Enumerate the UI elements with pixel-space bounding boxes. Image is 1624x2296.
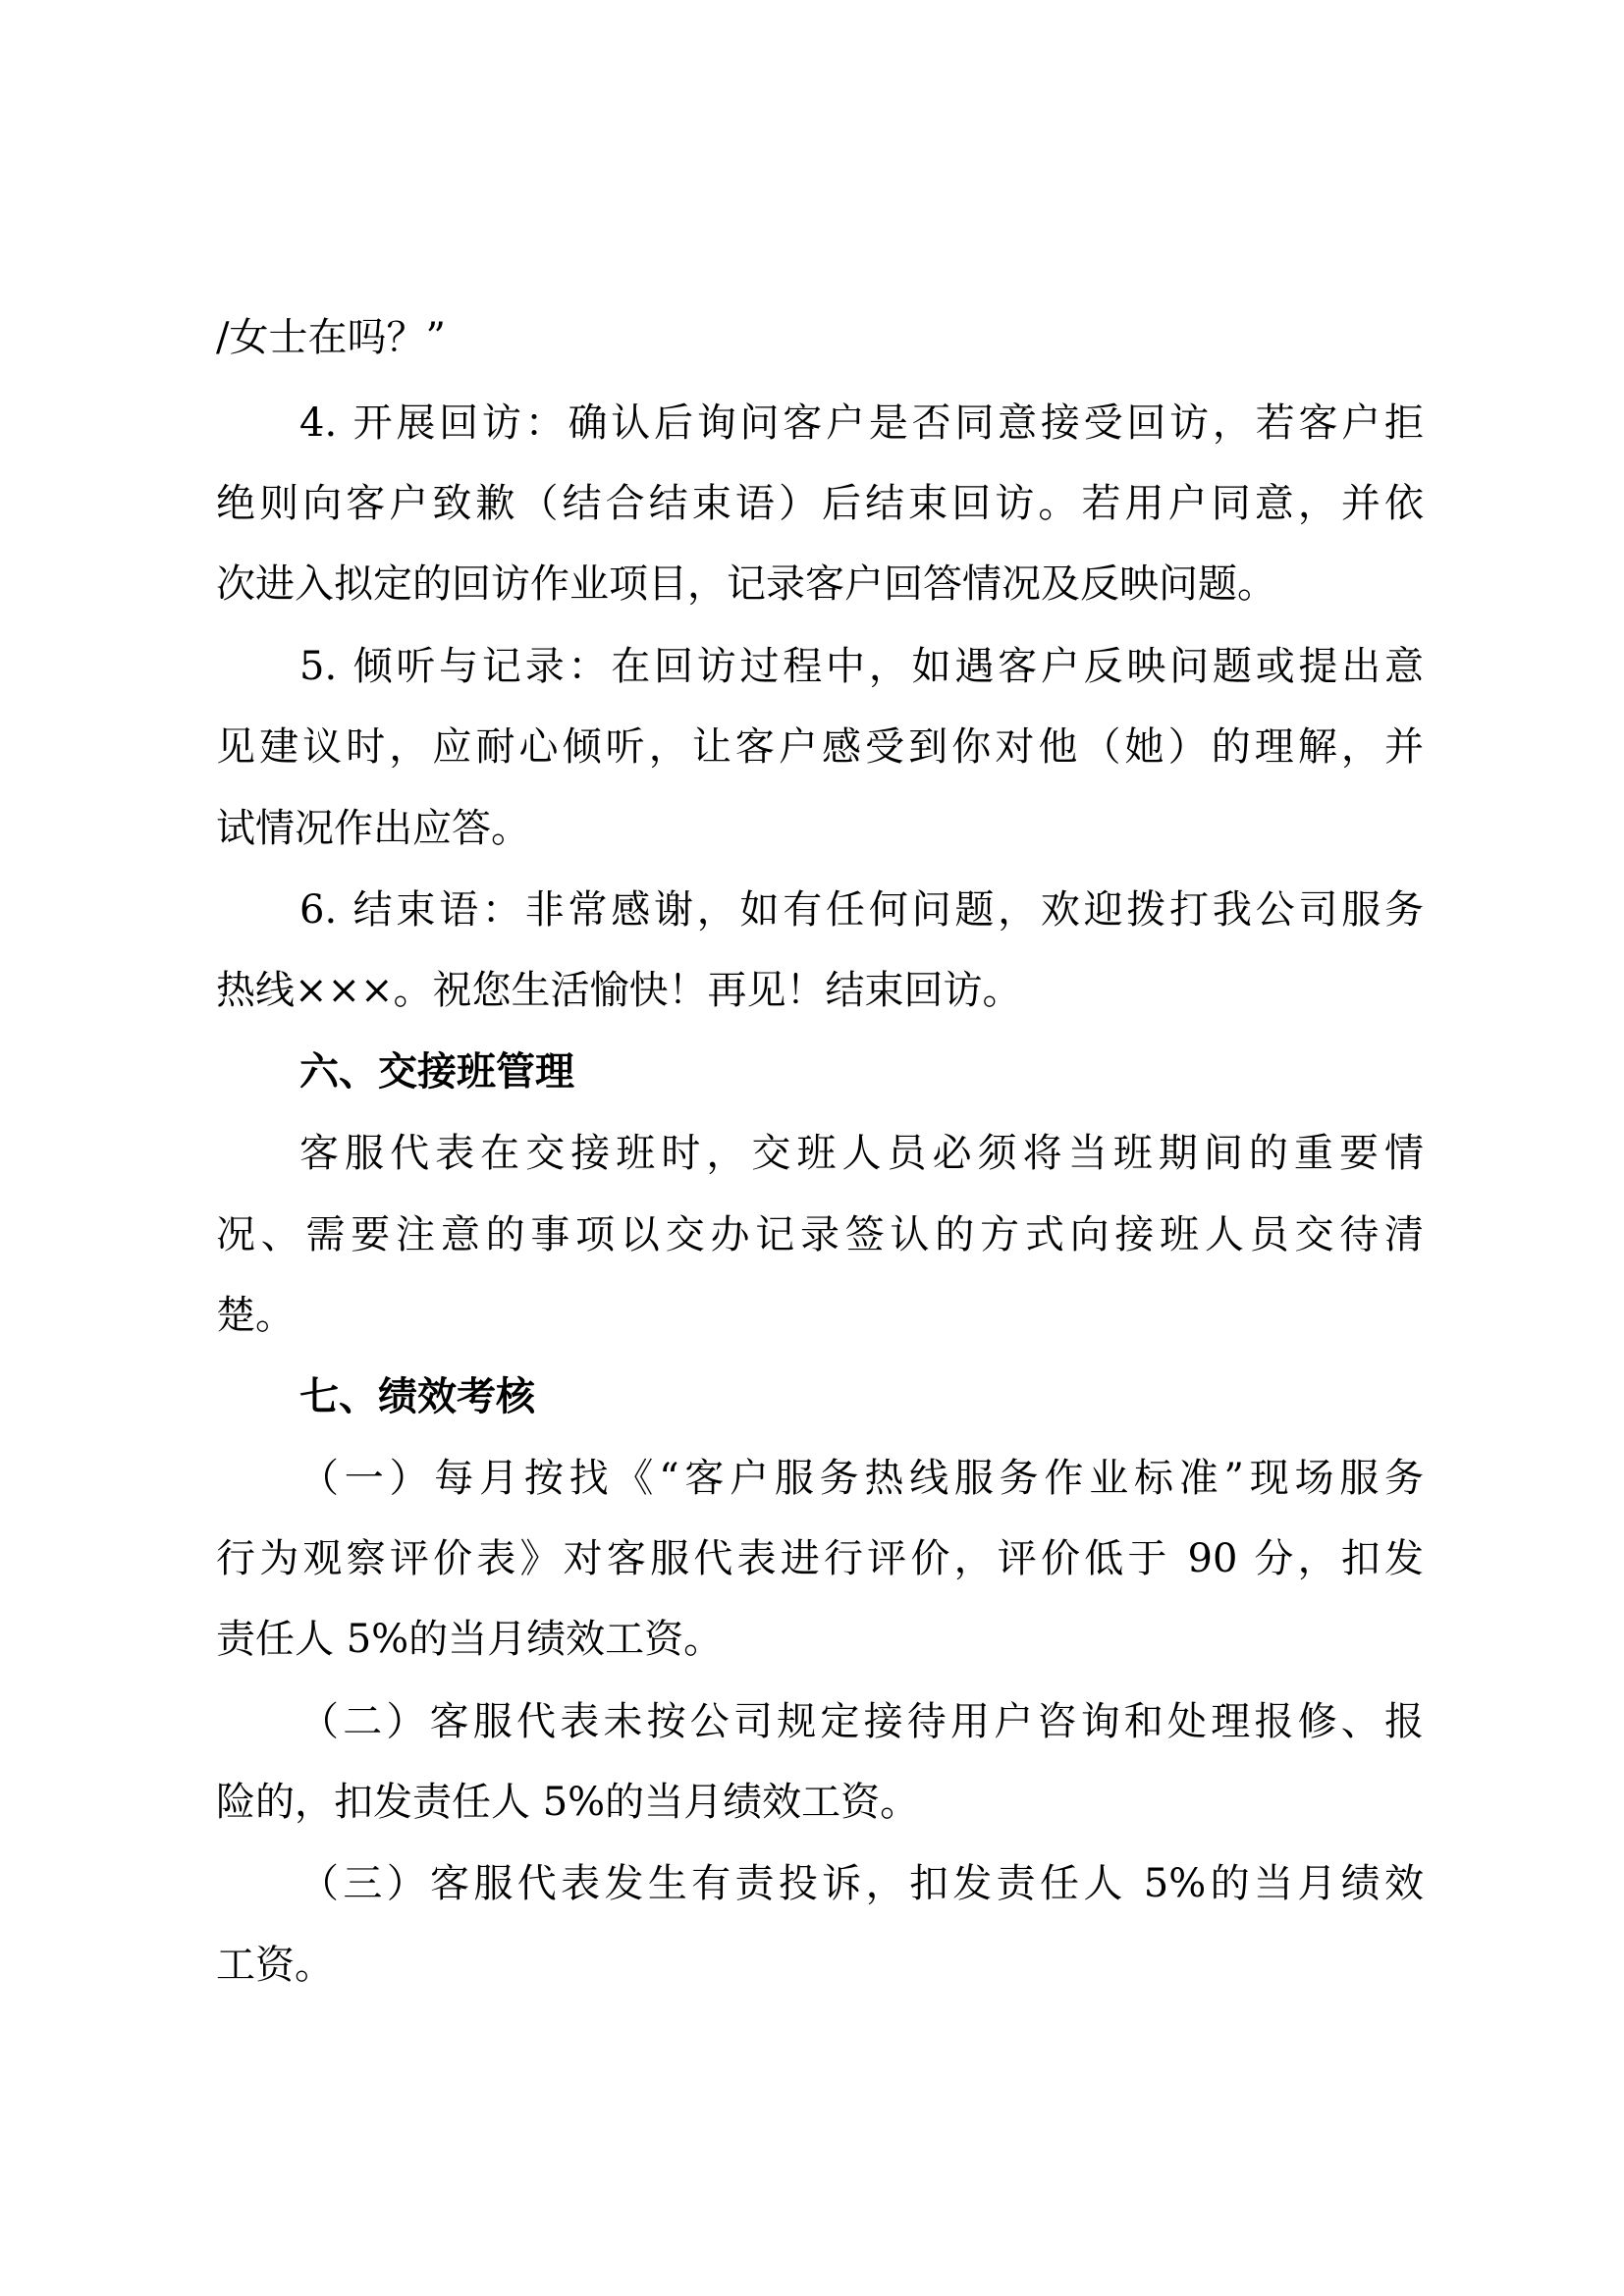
clause-1-line-1: （一）每月按找《“客户服务热线服务作业标准”现场服务 bbox=[299, 1456, 1424, 1501]
section-6-line-1: 客服代表在交接班时，交班人员必须将当班期间的重要情 bbox=[299, 1131, 1424, 1176]
item-5-line-2: 见建议时，应耐心倾听，让客户感受到你对他（她）的理解，并 bbox=[216, 724, 1424, 770]
item-4-line-2: 绝则向客户致歉（结合结束语）后结束回访。若用户同意，并依 bbox=[216, 481, 1424, 526]
clause-2-line-2: 险的，扣发责任人 5%的当月绩效工资。 bbox=[216, 1780, 920, 1825]
item-6-line-1: 6. 结束语：非常感谢，如有任何问题，欢迎拨打我公司服务 bbox=[299, 887, 1424, 933]
section-6-line-3: 楚。 bbox=[216, 1293, 295, 1338]
clause-1-line-2: 行为观察评价表》对客服代表进行评价，评价低于 90 分，扣发 bbox=[216, 1536, 1424, 1581]
item-4-line-1: 4. 开展回访：确认后询问客户是否同意接受回访，若客户拒 bbox=[299, 400, 1424, 446]
item-6-line-2: 热线×××。祝您生活愉快！再见！结束回访。 bbox=[216, 968, 1022, 1013]
clause-3-line-1: （三）客服代表发生有责投诉，扣发责任人 5%的当月绩效 bbox=[299, 1861, 1424, 1906]
item-5-line-3: 试情况作出应答。 bbox=[216, 806, 530, 851]
section-heading-7: 七、绩效考核 bbox=[299, 1374, 535, 1419]
clause-3-line-2: 工资。 bbox=[216, 1943, 334, 1988]
clause-1-line-3: 责任人 5%的当月绩效工资。 bbox=[216, 1617, 724, 1662]
clause-2-line-1: （二）客服代表未按公司规定接待用户咨询和处理报修、报 bbox=[299, 1699, 1424, 1744]
section-heading-6: 六、交接班管理 bbox=[299, 1049, 574, 1095]
item-5-line-1: 5. 倾听与记录：在回访过程中，如遇客户反映问题或提出意 bbox=[299, 644, 1424, 689]
section-6-line-2: 况、需要注意的事项以交办记录签认的方式向接班人员交待清 bbox=[216, 1212, 1424, 1257]
item-4-line-3: 次进入拟定的回访作业项目，记录客户回答情况及反映问题。 bbox=[216, 561, 1276, 607]
text-line: /女士在吗？” bbox=[216, 315, 446, 360]
